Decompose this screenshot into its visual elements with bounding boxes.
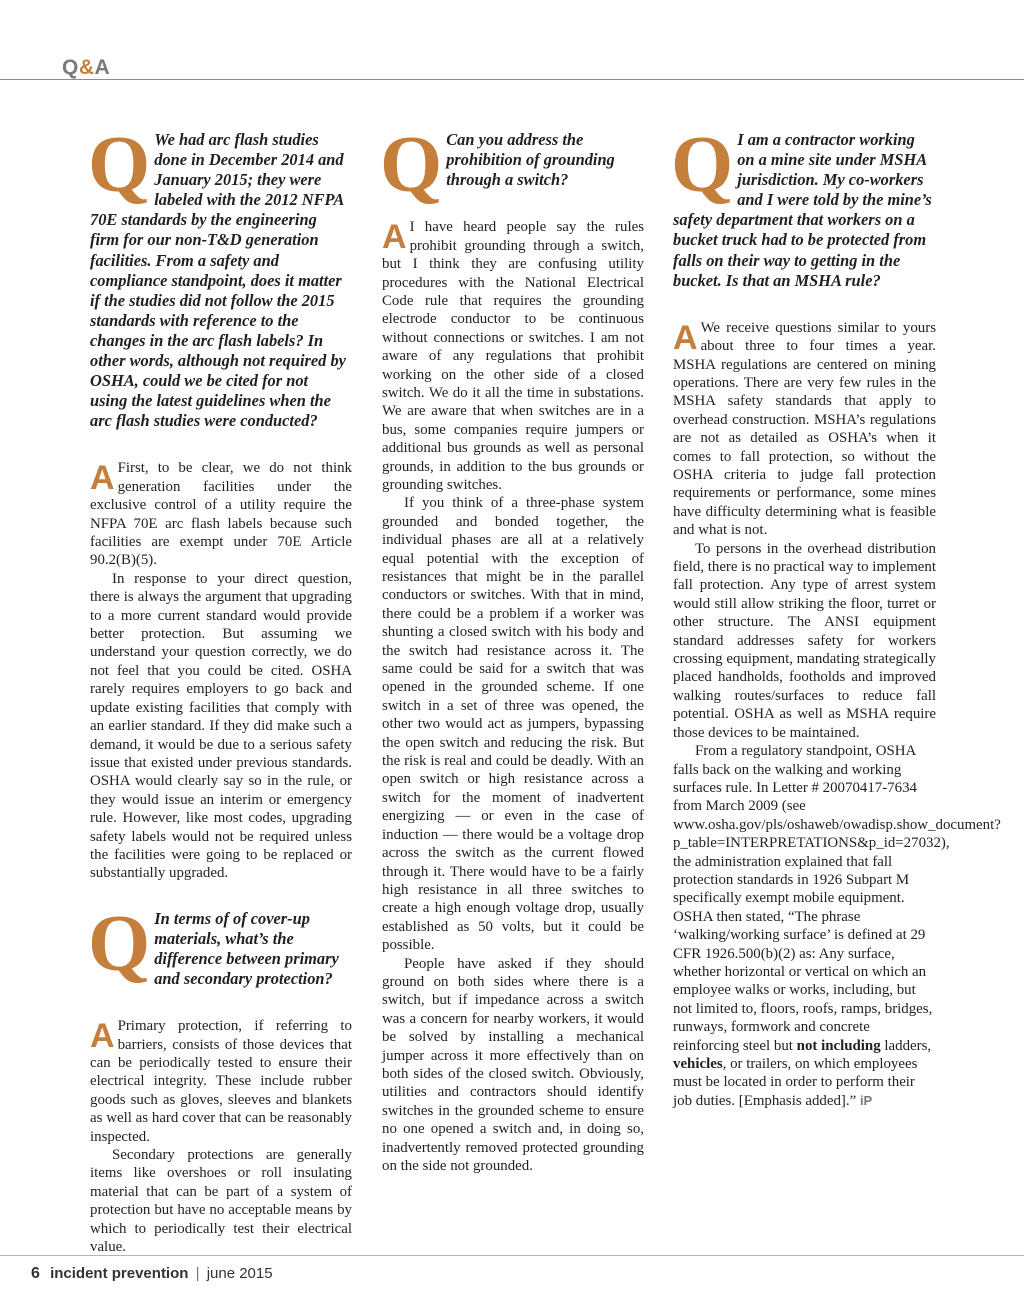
answer-initial: A <box>673 318 698 357</box>
question-body: We had arc flash studies done in December 2014 and January 2015; they were labeled with the 2012 NFPA 70E standards by the engineering firm for our non-T&D generation facilities. From a safety and compliance standpoint, does it matter if the studies did not follow the 2015 standards with reference to the changes in the arc flash labels? In other words, although not required by OSHA, could we be cited for not using the latest guidelines when the arc flash studies were conducted? <box>90 130 346 431</box>
question-body: I am a contractor working on a mine site under MSHA jurisdiction. My co-workers and I were told by the mine’s safety department that workers on a bucket truck had to be protected from falls on their way to getting in the bucket. Is that an MSHA rule? <box>673 130 932 290</box>
answer-paragraph: If you think of a three-phase system grounded and bonded together, the individual phases are all at a relatively equal potential with the exception of resistances that might be in the parallel conductors or switches. With that in mind, there could be a problem if a worker was shunting a closed switch with his body and the switch had resistance across it. The same could be said for a switch that was opened in the grounded scheme. If one switch in a set of three was opened, the other two would act as jumpers, bypassing the open switch and reducing the risk. But the risk is real and could be deadly. With an open switch or high resistance across a switch for the moment of inadvertent energizing — or even in the case of induction — there would be a voltage drop across the switch as the current flowed through it. There would have to be a fairly high resistance in all three switches to create a high enough voltage drop, usually established as 50 volts, but it could be possible. <box>382 495 644 954</box>
section-label-a: A <box>94 56 111 79</box>
page-header <box>0 0 1024 80</box>
question-text <box>671 121 936 291</box>
qa-grounding <box>380 121 644 1175</box>
question-initial: Q <box>671 121 734 209</box>
column-1 <box>88 121 352 1256</box>
answer-paragraph <box>673 742 1001 1110</box>
paragraph-text: Primary protection, if referring to barriers, consists of those devices that can be periodically tested to ensure their electrical integrity. These include rubber goods such as gloves, sleeves and blankets as well as hard cover that can be reasonably inspected. <box>90 1018 352 1145</box>
section-label <box>62 56 110 80</box>
answer-text <box>673 318 1001 1110</box>
column-3 <box>671 121 1001 1110</box>
answer-paragraph <box>90 459 352 569</box>
answer-text <box>90 459 352 882</box>
question-text <box>380 121 644 209</box>
issue-date: june 2015 <box>206 1265 273 1282</box>
answer-initial: A <box>382 218 407 257</box>
emphasis-text: not including <box>796 1037 881 1054</box>
question-body: In terms of of cover-up materials, what’s the difference between primary and secondary protection? <box>154 908 339 989</box>
answer-paragraph: In response to your direct question, there is always the argument that upgrading to a more current standard would provide better protection. But assuming we understand your question correctly, we do not feel that you could be cited. OSHA rarely requires employers to go back and update existing facilities that comply with an earlier standard. If they did make such a demand, it would be due to a serious safety issue that existed under previous standards. OSHA would clearly say so in the rule, or they would issue an interim or emergency rule. However, like most codes, upgrading safety labels would not be required unless the facilities were going to be replaced or substantially upgraded. <box>90 570 352 882</box>
answer-paragraph: Secondary protections are generally items like overshoes or roll insulating material that can be part of a system of protection but have no acceptable means by which to periodically test their electrical value. <box>90 1146 352 1255</box>
answer-initial: A <box>90 1017 115 1056</box>
answer-text <box>382 218 644 1175</box>
footer-separator: | <box>195 1265 200 1282</box>
paragraph-text: We receive questions similar to yours about three to four times a year. MSHA regulations are centered on mining operations. There are very few rules in the MSHA safety standards that apply to overhead construction. MSHA’s regulations are not as detailed as OSHA’s when it comes to fall protection, so without the OSHA criteria to judge fall protection requirements or performance, some mines have difficulty determining what is feasible and what is not. <box>673 319 936 539</box>
paragraph-text: I have heard people say the rules prohibit grounding through a switch, but I think they are confusing utility procedures with the National Electrical Code rule that requires the grounding electrode conductor to be continuous without connections or switches. I am not aware of any regulations that prohibit working on the other side of a closed switch. We do it all the time in substations. We are aware that when switches are in a bus, some companies require jumpers or additional bus grounds as well as personal grounds, in addition to the bus grounds or grounding switches. <box>382 219 644 493</box>
answer-paragraph <box>673 319 936 540</box>
page-footer <box>31 1265 273 1283</box>
question-body: Can you address the prohibition of grounding through a switch? <box>446 130 615 190</box>
footer-divider <box>0 1255 1024 1256</box>
qa-arc-flash <box>88 121 352 883</box>
question-text <box>88 899 352 989</box>
answer-initial: A <box>90 459 115 498</box>
question-text <box>88 121 352 431</box>
paragraph-text: From a regulatory standpoint, OSHA falls back on the walking and working surfaces rule. In Letter # 20070417-7634 from March 2009 (see www.osha.gov/pls/oshaweb/owadisp.show_document?p_table=INTERPRETATIONS&p_id=27032), the administration explained that fall protection standards in 1926 Subpart M specifically exempt mobile equipment. OSHA then stated, “The phrase ‘walking/working surface’ is defined at 29 CFR 1926.500(b)(2) as: Any surface, whether horizontal or vertical on which an employee walks or works, including, but not limited to, floors, roofs, ramps, bridges, runways, formwork and concrete reinforcing steel but <box>673 743 1001 1054</box>
answer-paragraph: People have asked if they should ground on both sides where there is a switch, but if impedance across a switch was a concern for nearby workers, it would be solved by installing a mechanical jumper across it more effectively than on both sides of the closed switch. Obviously, utilities and contractors should identify switches in the grounded scheme to ensure no one opened a switch and, in doing so, inadvertently removed protected grounding on the side not grounded. <box>382 955 644 1174</box>
answer-paragraph <box>382 218 644 494</box>
section-label-q: Q <box>62 56 79 79</box>
publication-name: incident prevention <box>50 1265 189 1282</box>
question-initial: Q <box>380 121 443 209</box>
paragraph-text: First, to be clear, we do not think generation facilities under the exclusive control of a utility require the NFPA 70E arc flash labels because such facilities are exempt under 70E Article 90.2(B)(5). <box>90 460 352 569</box>
page-number: 6 <box>31 1265 40 1282</box>
qa-msha <box>671 121 1001 1110</box>
answer-paragraph: To persons in the overhead distribution field, there is no practical way to implement fall protection. Any type of arrest system would still allow striking the floor, turret or other structure. The ANSI equipment standard addresses safety for workers crossing equipment, mandating strategically placed handholds, footholds and improved walking routes/surfaces to reduce fall potential. OSHA as well as MSHA require those devices to be maintained. <box>673 540 937 741</box>
answer-paragraph <box>90 1017 352 1146</box>
answer-text <box>90 1017 352 1256</box>
emphasis-text: vehicles <box>673 1056 723 1072</box>
header-divider <box>0 79 1024 80</box>
column-2 <box>380 121 644 1175</box>
qa-cover-up <box>88 899 352 1257</box>
paragraph-text: , or trailers, on which employees must be located in order to perform their job duties. [Emphasis added].” <box>673 1056 918 1109</box>
publication-end-mark-icon: iP <box>859 1092 873 1108</box>
question-initial: Q <box>88 121 151 209</box>
question-initial: Q <box>88 899 151 988</box>
section-label-amp: & <box>78 56 95 79</box>
paragraph-text: ladders, <box>884 1037 932 1054</box>
